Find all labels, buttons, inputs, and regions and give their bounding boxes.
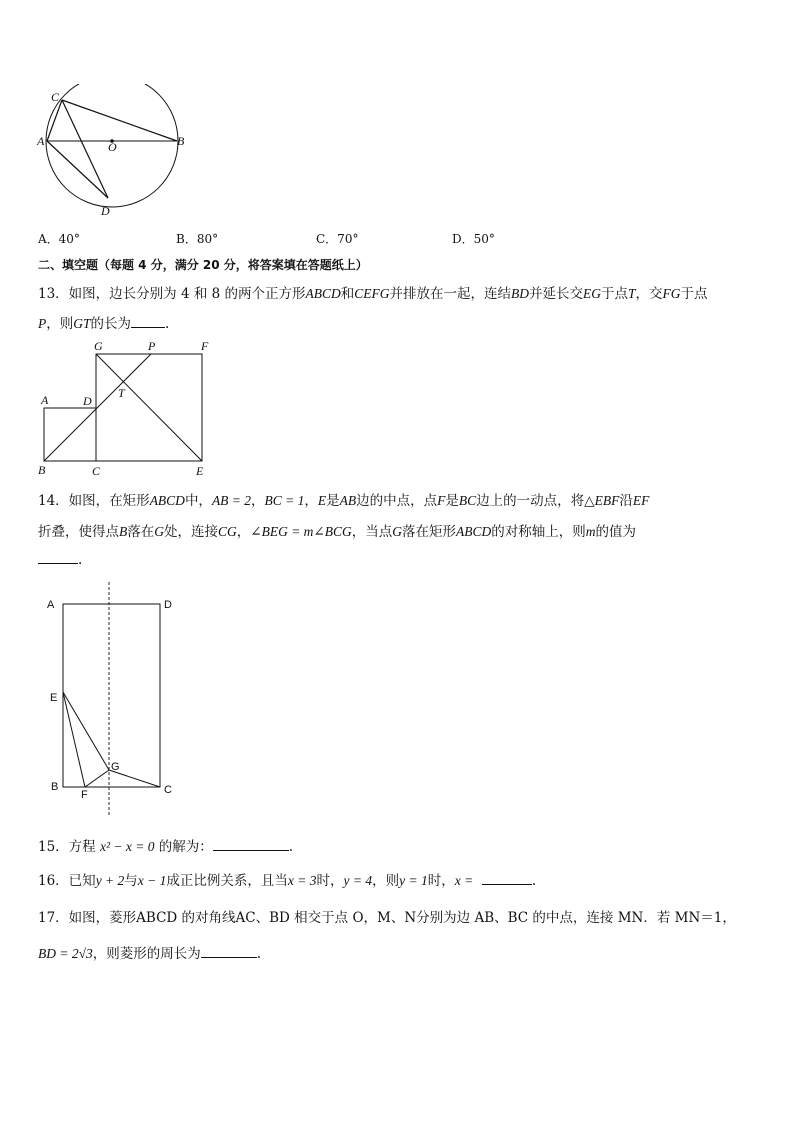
q14-text: ，: [236, 524, 251, 540]
section-title: 二、填空题（每题 4 分，满分 20 分，将答案填在答题纸上）: [38, 258, 368, 272]
q14-text: 沿: [619, 493, 633, 509]
q14-line2: [38, 520, 636, 540]
label-e: E: [50, 692, 58, 704]
label-d: D: [83, 394, 92, 408]
answer-blank[interactable]: [213, 838, 289, 851]
q13-gt: GT: [73, 316, 91, 331]
q14-f: F: [437, 493, 446, 508]
q13-text: 并排放在一起，连结: [389, 286, 512, 302]
chord-cb: [62, 100, 177, 141]
label-a: A: [47, 599, 55, 611]
q17-text: ，则菱形的周长为: [92, 946, 201, 962]
q16-text: 时，: [427, 873, 455, 889]
label-c: C: [92, 464, 101, 478]
q14-text: 的值为: [595, 524, 636, 540]
option-c: C．70°: [316, 232, 359, 246]
q16-y1: y = 1: [399, 873, 428, 888]
label-g: G: [94, 339, 103, 353]
option-a: A．40°: [38, 232, 80, 246]
q16-text: ，则: [372, 873, 400, 889]
q13-text: 并延长交: [529, 286, 584, 302]
q16-text: 16．已知: [38, 873, 96, 889]
chord-cd: [62, 100, 108, 198]
q14-ab: AB: [339, 493, 357, 508]
q14-text: 折叠，使得点: [38, 524, 119, 540]
q15-text: 15．方程: [38, 839, 96, 855]
label-b: B: [38, 463, 46, 477]
label-a: A: [41, 393, 49, 407]
q14-text: 处，连接: [164, 524, 218, 540]
q14-line3: [38, 551, 82, 568]
label-p: P: [148, 339, 156, 353]
q15-equation: x² − x = 0: [99, 839, 155, 854]
q14-e: E: [317, 493, 327, 508]
q15-end: .: [288, 839, 294, 855]
label-c: C: [51, 90, 60, 104]
q16: [38, 869, 536, 889]
option-b: B．80°: [176, 232, 219, 246]
q16-y2: y + 2: [95, 873, 125, 888]
label-a: A: [37, 134, 45, 148]
answer-blank[interactable]: [38, 551, 78, 564]
answer-blank[interactable]: [201, 945, 257, 958]
q12-circle-figure: [34, 84, 194, 224]
q13-text: ，交: [635, 286, 663, 302]
q14-bc-eq: BC = 1: [264, 493, 305, 508]
chord-ad: [47, 141, 108, 198]
q16-end: .: [531, 873, 537, 889]
q16-text: 成正比例关系，且当: [166, 873, 288, 889]
segment-eg: [63, 692, 109, 770]
q13-text: 的长为: [90, 316, 132, 332]
q14-text: 是: [326, 493, 340, 509]
q16-text: 与: [124, 873, 138, 889]
q14-text: 边上的一动点，将△: [476, 493, 595, 509]
label-g: G: [111, 761, 120, 773]
q13-line1: [38, 282, 708, 302]
q14-line1: [38, 489, 649, 509]
label-o: O: [108, 140, 117, 154]
label-c: C: [164, 784, 172, 796]
q14-text: 中，: [184, 493, 212, 509]
q16-text: 时，: [316, 873, 344, 889]
q13-abcd: ABCD: [305, 286, 341, 301]
label-d: D: [101, 204, 110, 218]
q14-text: 落在矩形: [402, 524, 456, 540]
segment-fg: [85, 770, 109, 787]
q14-cg: CG: [218, 524, 237, 539]
q14-b: B: [119, 524, 128, 539]
q14-ab-eq: AB = 2: [211, 493, 252, 508]
q14-angle: ∠BEG = m∠BCG: [250, 524, 352, 539]
answer-blank[interactable]: [131, 315, 165, 328]
q13-squares-figure: [34, 336, 224, 478]
q13-t: T: [628, 286, 636, 301]
q13-cefg: CEFG: [354, 286, 390, 301]
label-b: B: [51, 781, 59, 793]
q13-text: 和: [340, 286, 355, 302]
q14-text: 边的中点，点: [356, 493, 438, 509]
q14-abcd: ABCD: [149, 493, 185, 508]
q13-p: P: [38, 316, 47, 331]
q13-text: 于点: [680, 286, 708, 302]
answer-blank[interactable]: [482, 872, 532, 885]
q14-m: m: [585, 524, 596, 539]
q16-x3: x = 3: [287, 873, 317, 888]
q14-text: 14．如图，在矩形: [38, 493, 150, 509]
q14-text: ，: [251, 493, 265, 509]
q14-g: G: [154, 524, 164, 539]
segment-ef: [63, 692, 85, 787]
q14-bc: BC: [458, 493, 477, 508]
q14-text: 落在: [127, 524, 155, 540]
q16-x: x =: [454, 873, 474, 888]
q13-text: ，则: [46, 316, 74, 332]
label-b: B: [177, 134, 185, 148]
q14-text: 的对称轴上，则: [491, 524, 586, 540]
q13-text: 于点: [601, 286, 629, 302]
q14-text: ，: [304, 493, 318, 509]
rectangle-abcd: [63, 604, 160, 787]
q13-line2: [38, 312, 169, 332]
q17-line1: 17．如图，菱形ABCD 的对角线AC、BD 相交于点 O，M、N分别为边 AB、BC 的中点，连接 MN．若 MN＝1，: [38, 910, 736, 926]
line-ge: [96, 354, 202, 461]
label-f: F: [81, 789, 88, 801]
q13-eg: EG: [583, 286, 602, 301]
q16-y4: y = 4: [343, 873, 373, 888]
q14-ef: EF: [632, 493, 650, 508]
q14-text: ，当点: [351, 524, 393, 540]
q16-x1: x − 1: [137, 873, 167, 888]
q14-g2: G: [392, 524, 402, 539]
q13-bd: BD: [511, 286, 530, 301]
label-t: T: [118, 386, 125, 400]
q13-fg: FG: [662, 286, 681, 301]
option-d: D．50°: [452, 232, 495, 246]
label-f: F: [201, 339, 209, 353]
q17-end: .: [256, 946, 262, 962]
label-d: D: [164, 599, 172, 611]
q15-text: 的解为：: [158, 839, 213, 855]
q13-end: .: [165, 316, 170, 332]
q14-rectangle-figure: [40, 580, 190, 820]
q14-text: 是: [445, 493, 459, 509]
q14-abcd2: ABCD: [456, 524, 492, 539]
q17-line2: [38, 942, 261, 962]
q14-end: .: [78, 552, 83, 568]
q13-text: 13．如图，边长分别为 4 和 8 的两个正方形: [38, 286, 306, 302]
q14-ebf: EBF: [594, 493, 620, 508]
q15: [38, 835, 293, 855]
q17-bd: BD = 2√3: [38, 946, 93, 961]
label-e: E: [196, 464, 204, 478]
